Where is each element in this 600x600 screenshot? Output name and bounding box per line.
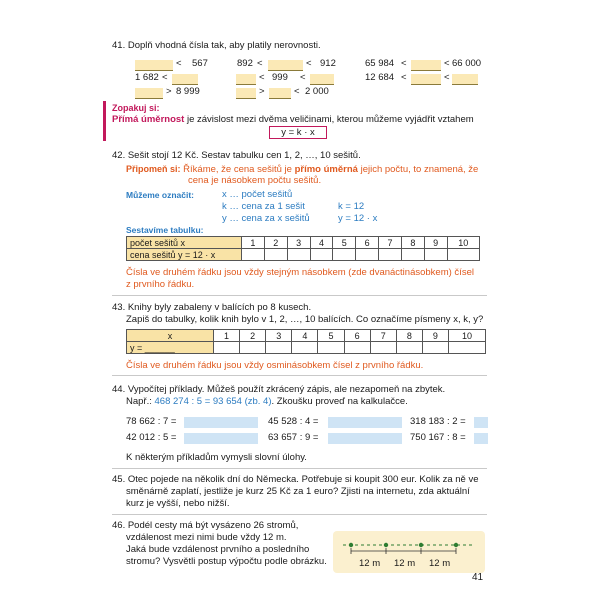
problem: 63 657 : 9 = bbox=[268, 432, 319, 443]
table-cell-empty[interactable] bbox=[379, 249, 402, 261]
ex41-number: 567 bbox=[192, 58, 208, 69]
example-label: Např.: bbox=[126, 396, 155, 407]
ex41-blank[interactable] bbox=[411, 74, 441, 85]
ex43-prompt-line2: Zapiš do tabulky, kolik knih bylo v 1, 2, …, 10 balících. Co označíme písmeny x, k, y? bbox=[126, 314, 484, 325]
table-cell-empty[interactable] bbox=[447, 249, 479, 261]
ex41-blank[interactable] bbox=[310, 74, 334, 85]
example-tail: . Zkoušku proveď na kalkulačce. bbox=[271, 396, 408, 407]
table-cell-empty[interactable] bbox=[310, 249, 333, 261]
lt-sign: < bbox=[162, 72, 168, 83]
ex42-note-line1: Čísla ve druhém řádku jsou vždy stejným násobkem (zde dvanáctinásobkem) čísel bbox=[126, 267, 474, 278]
table-cell: 2 bbox=[240, 330, 266, 342]
problem: 45 528 : 4 = bbox=[268, 416, 319, 427]
table-cell: 8 bbox=[396, 330, 422, 342]
table-cell: 2 bbox=[264, 237, 287, 249]
table-cell-empty[interactable] bbox=[356, 249, 379, 261]
ex41-number: 892 bbox=[237, 58, 253, 69]
table-cell-empty[interactable] bbox=[448, 342, 485, 354]
table-row-head: x bbox=[127, 330, 214, 342]
reminder-term: přímo úměrná bbox=[294, 164, 358, 175]
table-cell-empty[interactable] bbox=[344, 342, 370, 354]
table-cell: 9 bbox=[424, 237, 447, 249]
table-row bbox=[127, 237, 480, 249]
table-cell: 4 bbox=[310, 237, 333, 249]
lt-sign: < bbox=[257, 58, 263, 69]
tree-icon bbox=[349, 543, 353, 547]
table-row-head: cena sešitů y = 12 · x bbox=[127, 249, 242, 261]
table-cell-empty[interactable] bbox=[401, 249, 424, 261]
ex41-blank[interactable] bbox=[172, 74, 198, 85]
table-cell: 7 bbox=[370, 330, 396, 342]
table-cell-empty[interactable] bbox=[318, 342, 344, 354]
review-term: Přímá úměrnost bbox=[112, 114, 185, 125]
lt-sign: < bbox=[444, 58, 450, 69]
ex41-blank[interactable] bbox=[236, 88, 256, 99]
reminder-text: jejich počtu, to znamená, že bbox=[357, 164, 479, 175]
mark-x: x … počet sešitů bbox=[222, 189, 293, 200]
ex45-line3: kurz je vyšší, nebo nižší. bbox=[126, 498, 230, 509]
table-cell: 5 bbox=[318, 330, 344, 342]
problem: 78 662 : 7 = bbox=[126, 416, 177, 427]
answer-box[interactable] bbox=[184, 417, 258, 428]
table-cell: 1 bbox=[214, 330, 240, 342]
ex41-number: 2 000 bbox=[305, 86, 329, 97]
table-cell: 9 bbox=[422, 330, 448, 342]
problem: 42 012 : 5 = bbox=[126, 432, 177, 443]
table-cell-empty[interactable] bbox=[422, 342, 448, 354]
answer-box[interactable] bbox=[328, 417, 402, 428]
table-cell: 6 bbox=[356, 237, 379, 249]
table-row bbox=[127, 342, 486, 354]
table-cell-empty[interactable] bbox=[396, 342, 422, 354]
ex46-line4: stromu? Vysvětli postup výpočtu podle obrázku. bbox=[126, 556, 327, 567]
lt-sign: < bbox=[444, 72, 450, 83]
ex41-blank[interactable] bbox=[135, 88, 163, 99]
ex45-line2: směnárně zaplatí, jestliže je kurz 25 Kč za 1 euro? Zjisti na internetu, zda aktuální bbox=[126, 486, 470, 497]
table-cell-empty[interactable] bbox=[240, 342, 266, 354]
table-cell-empty[interactable] bbox=[287, 249, 310, 261]
table-cell: 6 bbox=[344, 330, 370, 342]
ex42-table bbox=[126, 236, 480, 261]
table-cell: 5 bbox=[333, 237, 356, 249]
ex41-prompt: 41. Doplň vhodná čísla tak, aby platily nerovnosti. bbox=[112, 40, 321, 51]
answer-box[interactable] bbox=[184, 433, 258, 444]
answer-box[interactable] bbox=[328, 433, 402, 444]
review-marker bbox=[103, 101, 106, 141]
table-row-head: počet sešitů x bbox=[127, 237, 242, 249]
example-calculation: 468 274 : 5 = 93 654 (zb. 4) bbox=[154, 396, 272, 407]
table-cell-empty[interactable] bbox=[370, 342, 396, 354]
ex41-blank[interactable] bbox=[236, 74, 256, 85]
table-cell: 3 bbox=[287, 237, 310, 249]
ex41-blank[interactable] bbox=[269, 88, 291, 99]
ex42-prompt: 42. Sešit stojí 12 Kč. Sestav tabulku cen 1, 2, …, 10 sešitů. bbox=[112, 150, 361, 161]
lt-sign: < bbox=[294, 86, 300, 97]
table-label: Sestavíme tabulku: bbox=[126, 225, 204, 235]
ex44-example bbox=[126, 396, 408, 408]
problem: 750 167 : 8 = bbox=[410, 432, 466, 443]
ex43-table bbox=[126, 329, 486, 354]
divider bbox=[112, 468, 487, 469]
ex41-number: 8 999 bbox=[176, 86, 200, 97]
tree-icon bbox=[454, 543, 458, 547]
ex41-number: 12 684 bbox=[365, 72, 395, 83]
answer-box[interactable] bbox=[474, 417, 488, 428]
table-cell-empty[interactable] bbox=[242, 249, 265, 261]
answer-box[interactable] bbox=[474, 433, 488, 444]
review-label: Zopakuj si: bbox=[112, 103, 160, 113]
table-cell-empty[interactable] bbox=[214, 342, 240, 354]
ex41-blank[interactable] bbox=[135, 60, 173, 71]
mark-k-value: k = 12 bbox=[338, 201, 365, 212]
review-definition bbox=[112, 114, 474, 126]
gt-sign: > bbox=[259, 86, 265, 97]
table-row bbox=[127, 330, 486, 342]
ex41-number: 999 bbox=[272, 72, 288, 83]
reminder-text-line2: cena je násobkem počtu sešitů. bbox=[188, 175, 322, 186]
lt-sign: < bbox=[176, 58, 182, 69]
table-cell: 10 bbox=[448, 330, 485, 342]
table-cell-empty[interactable] bbox=[424, 249, 447, 261]
review-formula: y = k · x bbox=[269, 126, 327, 139]
ex46-line2: vzdálenost mezi nimi bude vždy 12 m. bbox=[126, 532, 287, 543]
ex41-number: 65 984 bbox=[365, 58, 395, 69]
distance-label: 12 m bbox=[394, 558, 416, 569]
ex41-number: 1 682 bbox=[135, 72, 159, 83]
tree-icon bbox=[384, 543, 388, 547]
lt-sign: < bbox=[306, 58, 312, 69]
divider bbox=[112, 375, 487, 376]
mark-y: y … cena za x sešitů bbox=[222, 213, 310, 224]
table-row bbox=[127, 249, 480, 261]
ex46-line1: 46. Podél cesty má být vysázeno 26 stromů, bbox=[112, 520, 299, 531]
divider bbox=[112, 295, 487, 296]
distance-label: 12 m bbox=[359, 558, 381, 569]
review-text: je závislost mezi dvěma veličinami, kterou můžeme vyjádřit vztahem bbox=[184, 114, 474, 125]
ex41-number: 912 bbox=[320, 58, 336, 69]
distance-label: 12 m bbox=[429, 558, 451, 569]
problem: 318 183 : 2 = bbox=[410, 416, 466, 427]
ex44-task: K některým příkladům vymysli slovní úlohy. bbox=[126, 452, 307, 463]
ex42-note-line2: z prvního řádku. bbox=[126, 279, 195, 290]
ex41-blank[interactable] bbox=[411, 60, 441, 71]
ex45-line1: 45. Otec pojede na několik dní do Německa. Potřebuje si koupit 300 eur. Kolik za ně ve bbox=[112, 474, 479, 485]
table-cell: 10 bbox=[447, 237, 479, 249]
lt-sign: < bbox=[300, 72, 306, 83]
lt-sign: < bbox=[401, 72, 407, 83]
ex41-blank[interactable] bbox=[268, 60, 303, 71]
tree-icon bbox=[419, 543, 423, 547]
ex41-blank[interactable] bbox=[452, 74, 478, 85]
ex43-note: Čísla ve druhém řádku jsou vždy osminásobkem čísel z prvního řádku. bbox=[126, 360, 424, 371]
divider bbox=[112, 514, 487, 515]
mark-k: k … cena za 1 sešit bbox=[222, 201, 305, 212]
table-cell: 8 bbox=[401, 237, 424, 249]
table-cell: 3 bbox=[266, 330, 292, 342]
table-cell-empty[interactable] bbox=[264, 249, 287, 261]
table-row-head: y = ______ bbox=[127, 342, 214, 354]
gt-sign: > bbox=[166, 86, 172, 97]
reminder-label: Připomeň si: bbox=[126, 164, 181, 174]
ex46-line3: Jaká bude vzdálenost prvního a posledního bbox=[126, 544, 310, 555]
lt-sign: < bbox=[401, 58, 407, 69]
mark-y-value: y = 12 · x bbox=[338, 213, 378, 224]
ex43-prompt-line1: 43. Knihy byly zabaleny v balících po 8 kusech. bbox=[112, 302, 312, 313]
table-cell-empty[interactable] bbox=[292, 342, 318, 354]
table-cell-empty[interactable] bbox=[333, 249, 356, 261]
mark-label: Můžeme označit: bbox=[126, 190, 195, 200]
lt-sign: < bbox=[259, 72, 265, 83]
table-cell-empty[interactable] bbox=[266, 342, 292, 354]
table-cell: 4 bbox=[292, 330, 318, 342]
reminder-text: Říkáme, že cena sešitů je bbox=[183, 164, 295, 175]
table-cell: 1 bbox=[242, 237, 265, 249]
tree-diagram bbox=[333, 531, 485, 573]
ex44-prompt: 44. Vypočítej příklady. Můžeš použít zkrácený zápis, ale nezapomeň na zbytek. bbox=[112, 384, 446, 395]
table-cell: 7 bbox=[379, 237, 402, 249]
page-number: 41 bbox=[472, 572, 484, 583]
ex41-number: 66 000 bbox=[452, 58, 482, 69]
